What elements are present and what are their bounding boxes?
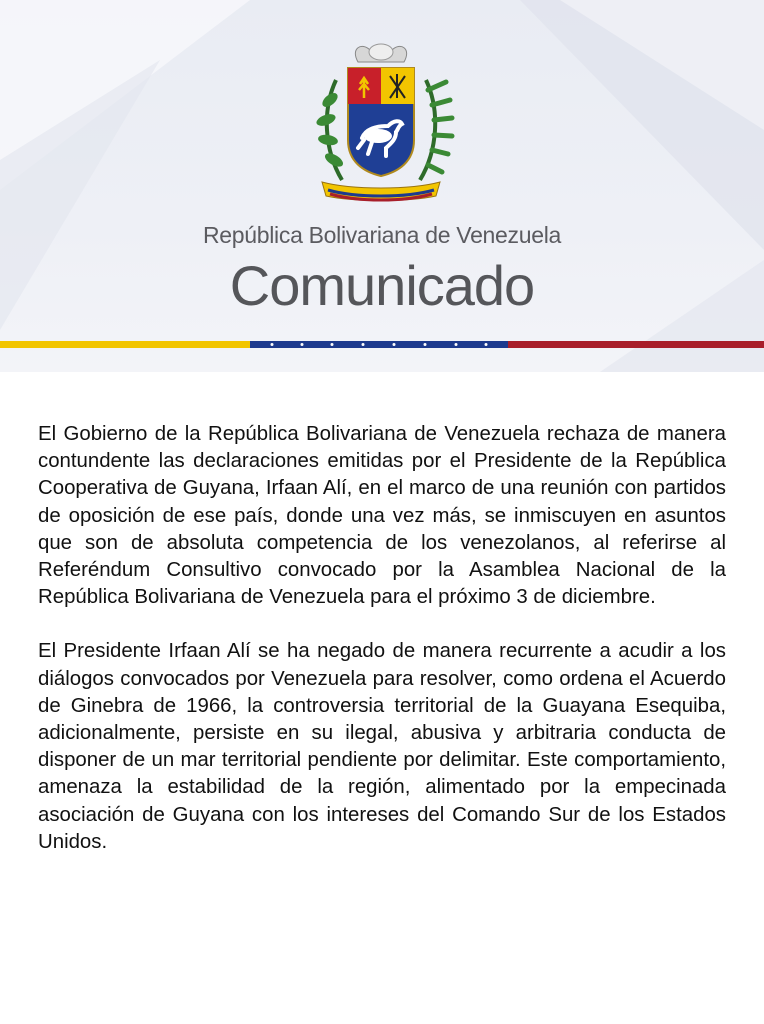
country-name: República Bolivariana de Venezuela <box>202 222 562 248</box>
statement-body <box>38 421 726 883</box>
coat-of-arms-icon <box>302 40 460 210</box>
page-title: Comunicado <box>229 254 535 317</box>
header-banner <box>0 0 764 372</box>
paragraph: El Gobierno de la República Bolivariana de Venezuela rechaza de manera contundente las declaraciones emitidas por el Presidente de la República Cooperativa de Guyana, Irfaan Alí, en el marco de una reunión con partidos de oposición de ese país, donde una vez más, se inmiscuyen en asuntos que son de absoluta competencia de los venezolanos, al referirse al Referéndum Consultivo convocado por la Asamblea Nacional de la República Bolivariana de Venezuela para el próximo 3 de diciembre. <box>38 423 726 609</box>
paragraph: El Presidente Irfaan Alí se ha negado de manera recurrente a acudir a los diálogos convocados por Venezuela para resolver, como ordena el Acuerdo de Ginebra de 1966, la controversia territorial de la Guayana Esequiba, adicionalmente, persiste en su ilegal, abusiva y arbitraria conducta de disponer de un mar territorial pendiente por delimitar. Este comportamiento, amenaza la estabilidad de la región, alimentado por la empecinada asociación de Guyana con los intereses del Comando Sur de los Estados Unidos. <box>38 640 726 853</box>
flag-stripe <box>0 340 764 349</box>
